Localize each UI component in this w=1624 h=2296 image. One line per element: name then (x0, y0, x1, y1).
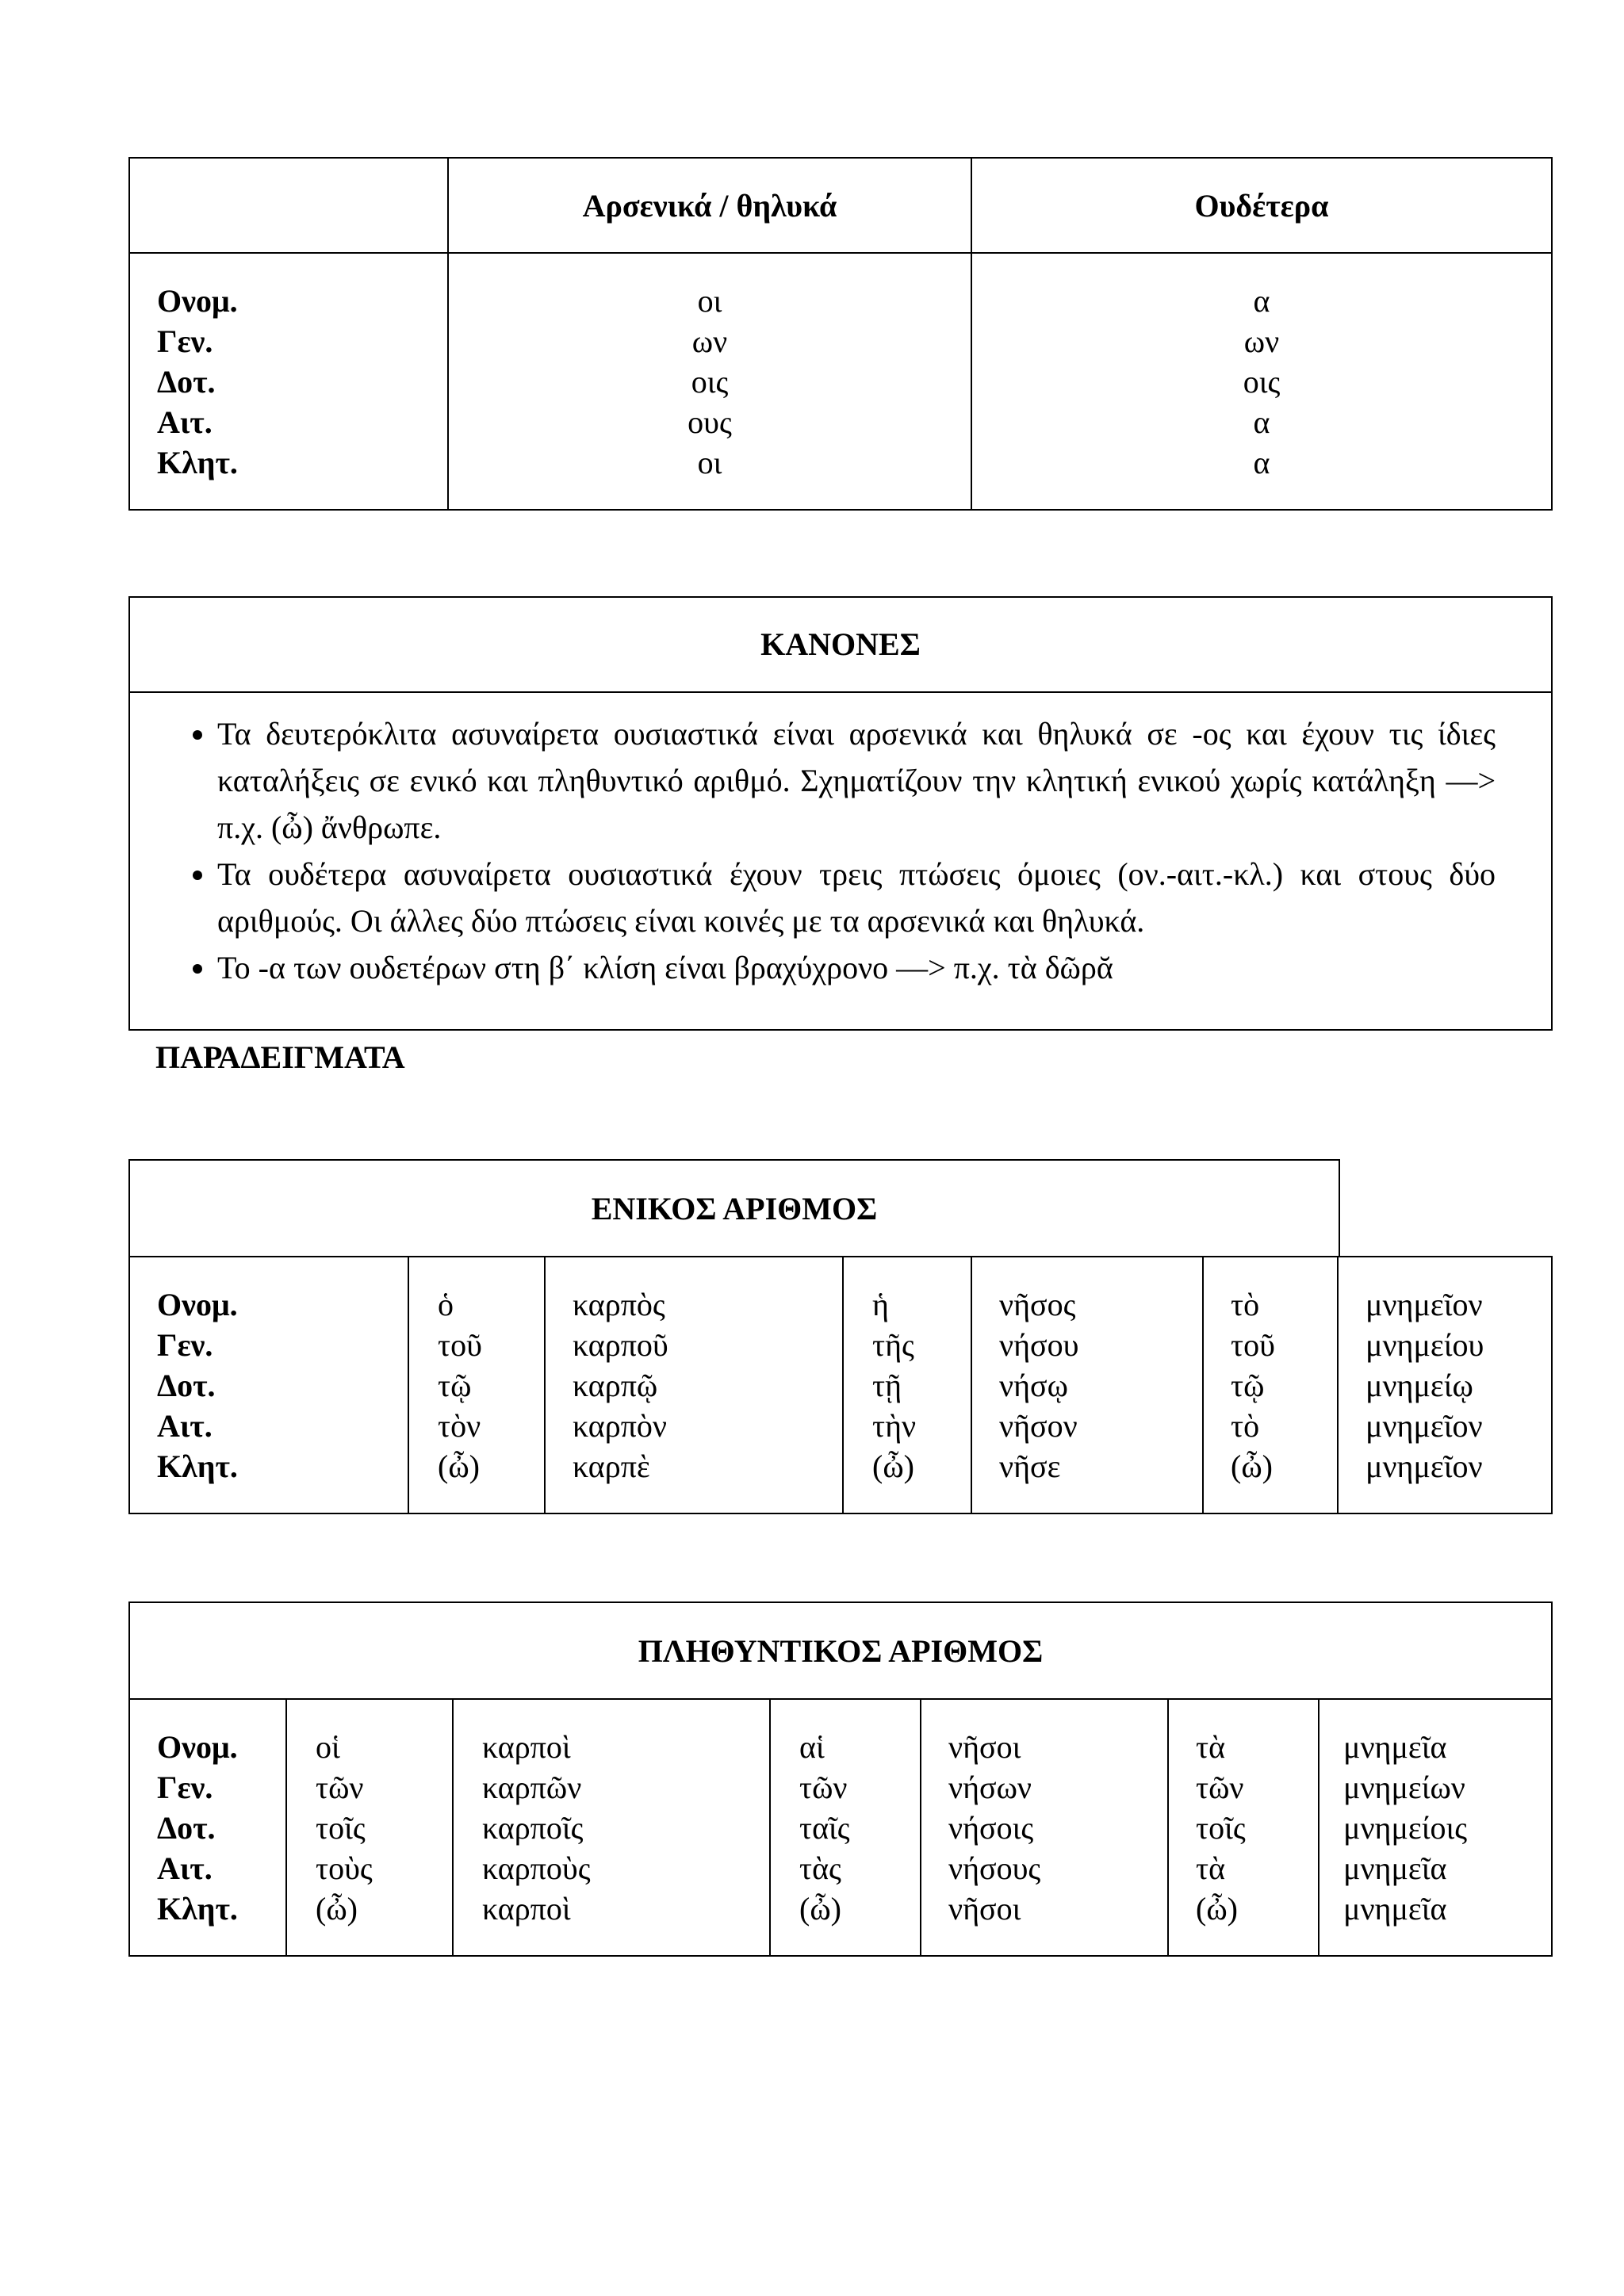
word: μνημεῖον (1365, 1448, 1483, 1484)
neuter-endings (972, 254, 1551, 483)
word: μνημεῖα (1343, 1729, 1447, 1765)
endings-cases-cell (129, 253, 448, 510)
word: τὰ (1196, 1850, 1226, 1886)
plural-col-noun-masc (453, 1699, 770, 1956)
plural-col-article-neut (1168, 1699, 1319, 1956)
singular-col-noun-masc (545, 1257, 843, 1513)
word: (ὦ) (316, 1891, 358, 1927)
singular-col-article-neut (1203, 1257, 1338, 1513)
word: τὰ (1196, 1729, 1226, 1765)
word: νήσῳ (999, 1368, 1068, 1403)
word: τὸ (1231, 1287, 1260, 1322)
ending: α (1253, 283, 1270, 319)
word: τῇ (872, 1368, 902, 1403)
word: τῶν (1196, 1770, 1244, 1805)
word: καρποῦ (573, 1327, 668, 1363)
word: τοῖς (316, 1810, 366, 1846)
word: τὴν (872, 1408, 917, 1444)
endings-header-empty (129, 158, 448, 253)
endings-neuter-cell (971, 253, 1552, 510)
case-label: Δοτ. (157, 1368, 216, 1403)
word: καρπὲ (573, 1448, 650, 1484)
ending: ων (691, 323, 728, 359)
word: τῷ (438, 1368, 472, 1403)
word: μνημείοις (1343, 1810, 1468, 1846)
case-label: Κλητ. (157, 1448, 238, 1484)
word: μνημείου (1365, 1327, 1484, 1363)
word: καρπῶν (482, 1770, 582, 1805)
plural-cases-cell (129, 1699, 286, 1956)
rules-title: ΚΑΝΟΝΕΣ (130, 598, 1551, 693)
case-label: Δοτ. (157, 1810, 216, 1846)
word: μνημεῖα (1343, 1850, 1447, 1886)
endings-header-neuter: Ουδέτερα (971, 158, 1552, 253)
word: νήσου (999, 1327, 1079, 1363)
masc-fem-endings (449, 254, 971, 483)
word: ὁ (438, 1287, 454, 1322)
ending: ους (688, 404, 732, 440)
word: τοῖς (1196, 1810, 1246, 1846)
plural-table (128, 1601, 1553, 1957)
case-label: Αιτ. (157, 1850, 213, 1886)
word: τῶν (316, 1770, 364, 1805)
word: ἡ (872, 1287, 889, 1322)
word: αἱ (799, 1729, 825, 1765)
word: τῶν (799, 1770, 848, 1805)
word: καρπὸς (573, 1287, 665, 1322)
case-label: Δοτ. (157, 364, 216, 400)
word: καρπῷ (573, 1368, 658, 1403)
word: οἱ (316, 1729, 340, 1765)
examples-title: ΠΑΡΑΔΕΙΓΜΑΤΑ (155, 1039, 405, 1075)
word: (ὦ) (799, 1891, 841, 1927)
word: μνημεῖα (1343, 1891, 1447, 1927)
word: μνημείων (1343, 1770, 1465, 1805)
word: τῆς (872, 1327, 914, 1363)
word: τοὺς (316, 1850, 373, 1886)
rule-item: • Τα δευτερόκλιτα ασυναίρετα ουσιαστικά είναι αρσενικά και θηλυκά σε -ος και έχουν τις ίδιες καταλήξεις σε ενικό και πληθυντικό αριθμό. Σχηματίζουν την κλητική ενικού χωρίς κατάληξη —> π.χ. (ὦ) ἄνθρωπε. (217, 710, 1496, 851)
plural-col-noun-fem (921, 1699, 1168, 1956)
singular-col-article-fem (843, 1257, 971, 1513)
word: καρποὺς (482, 1850, 591, 1886)
rules-box (128, 596, 1553, 1031)
word: νῆσος (999, 1287, 1076, 1322)
word: (ὦ) (438, 1448, 480, 1484)
ending: ων (1243, 323, 1280, 359)
word: (ὦ) (1231, 1448, 1273, 1484)
word: καρποῖς (482, 1810, 584, 1846)
singular-col-noun-fem (971, 1257, 1203, 1513)
ending: οις (1243, 364, 1281, 400)
case-label: Ονομ. (157, 1287, 238, 1322)
case-label: Γεν. (157, 323, 213, 359)
word: (ὦ) (872, 1448, 914, 1484)
word: (ὦ) (1196, 1891, 1238, 1927)
word: νῆσοι (948, 1729, 1021, 1765)
rule-item: • Τα ουδέτερα ασυναίρετα ουσιαστικά έχουν τρεις πτώσεις όμοιες (ον.-αιτ.-κλ.) και στους δύο αριθμούς. Οι άλλες δύο πτώσεις είναι κοινές με τα αρσενικά και θηλυκά. (217, 851, 1496, 944)
case-label: Κλητ. (157, 1891, 238, 1927)
singular-col-noun-neut (1338, 1257, 1552, 1513)
plural-col-article-masc (286, 1699, 453, 1956)
endings-table (128, 157, 1553, 511)
case-labels (130, 1700, 285, 1929)
ending: α (1253, 445, 1270, 480)
endings-header-masc-fem: Αρσενικά / θηλυκά (448, 158, 971, 253)
case-labels (130, 254, 447, 483)
word: τῷ (1231, 1368, 1265, 1403)
word: μνημείῳ (1365, 1368, 1473, 1403)
plural-col-article-fem (770, 1699, 921, 1956)
plural-col-noun-neut (1319, 1699, 1552, 1956)
word: μνημεῖον (1365, 1408, 1483, 1444)
word: νήσοις (948, 1810, 1034, 1846)
singular-title-box (128, 1159, 1340, 1257)
ending: οι (697, 283, 722, 319)
singular-col-article-masc (408, 1257, 545, 1513)
case-label: Ονομ. (157, 283, 238, 319)
ending: οις (691, 364, 729, 400)
case-labels (130, 1257, 408, 1487)
endings-masc-fem-cell (448, 253, 971, 510)
word: τοῦ (1231, 1327, 1275, 1363)
word: νήσους (948, 1850, 1041, 1886)
word: μνημεῖον (1365, 1287, 1483, 1322)
plural-title: ΠΛΗΘΥΝΤΙΚΟΣ ΑΡΙΘΜΟΣ (129, 1602, 1552, 1699)
singular-title: ΕΝΙΚΟΣ ΑΡΙΘΜΟΣ (591, 1191, 878, 1226)
singular-table (128, 1256, 1553, 1514)
case-label: Αιτ. (157, 1408, 213, 1444)
singular-cases-cell (129, 1257, 408, 1513)
word: νῆσον (999, 1408, 1078, 1444)
case-label: Αιτ. (157, 404, 213, 440)
case-label: Κλητ. (157, 445, 238, 480)
word: νῆσοι (948, 1891, 1021, 1927)
word: καρποὶ (482, 1891, 571, 1927)
word: τὰς (799, 1850, 841, 1886)
word: καρπὸν (573, 1408, 668, 1444)
word: νήσων (948, 1770, 1032, 1805)
word: τοῦ (438, 1327, 482, 1363)
rule-item: • Το -α των ουδετέρων στη β΄ κλίση είναι βραχύχρονο —> π.χ. τὰ δῶρᾰ (217, 944, 1496, 991)
ending: οι (697, 445, 722, 480)
ending: α (1253, 404, 1270, 440)
case-label: Γεν. (157, 1770, 213, 1805)
word: τὸ (1231, 1408, 1260, 1444)
case-label: Γεν. (157, 1327, 213, 1363)
word: τὸν (438, 1408, 481, 1444)
word: καρποὶ (482, 1729, 571, 1765)
rules-list (130, 693, 1551, 999)
word: νῆσε (999, 1448, 1061, 1484)
case-label: Ονομ. (157, 1729, 238, 1765)
word: ταῖς (799, 1810, 850, 1846)
